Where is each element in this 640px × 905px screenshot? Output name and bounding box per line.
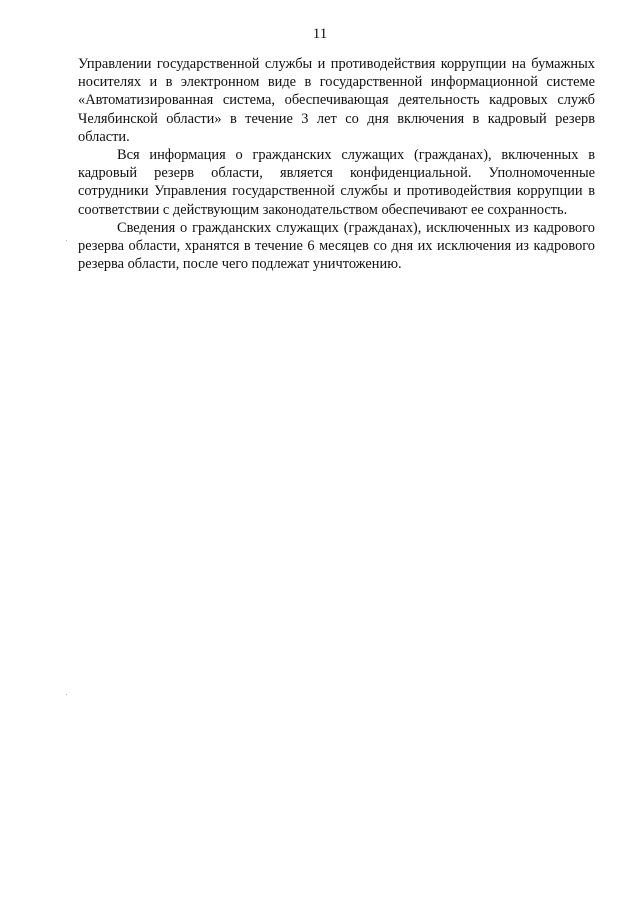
paragraph-retention: Сведения о гражданских служащих (гражданах), исключенных из кадрового резерва области, хранятся в течение 6 месяцев со дня их исключения из кадрового резерва области, после чего подлежат уничтожению. xyxy=(78,219,595,273)
paragraph-continuation: Управлении государственной службы и противодействия коррупции на бумажных носителях и в электронном виде в государственной информационной системе «Автоматизированная система, обеспечивающая деятельность кадровых служб Челябинской области» в течение 3 лет со дня включения в кадровый резерв области. xyxy=(78,56,595,145)
paragraph-confidentiality: Вся информация о гражданских служащих (гражданах), включенных в кадровый резерв области, является конфиденциальной. Уполномоченные сотрудники Управления государственной службы и противодействия коррупции в соответствии с действующим законодательством обеспечивают ее сохранность. xyxy=(78,147,595,218)
page-number: 11 xyxy=(312,26,328,42)
document-body xyxy=(78,55,595,273)
scan-mark xyxy=(66,694,67,695)
scan-mark xyxy=(66,240,67,241)
